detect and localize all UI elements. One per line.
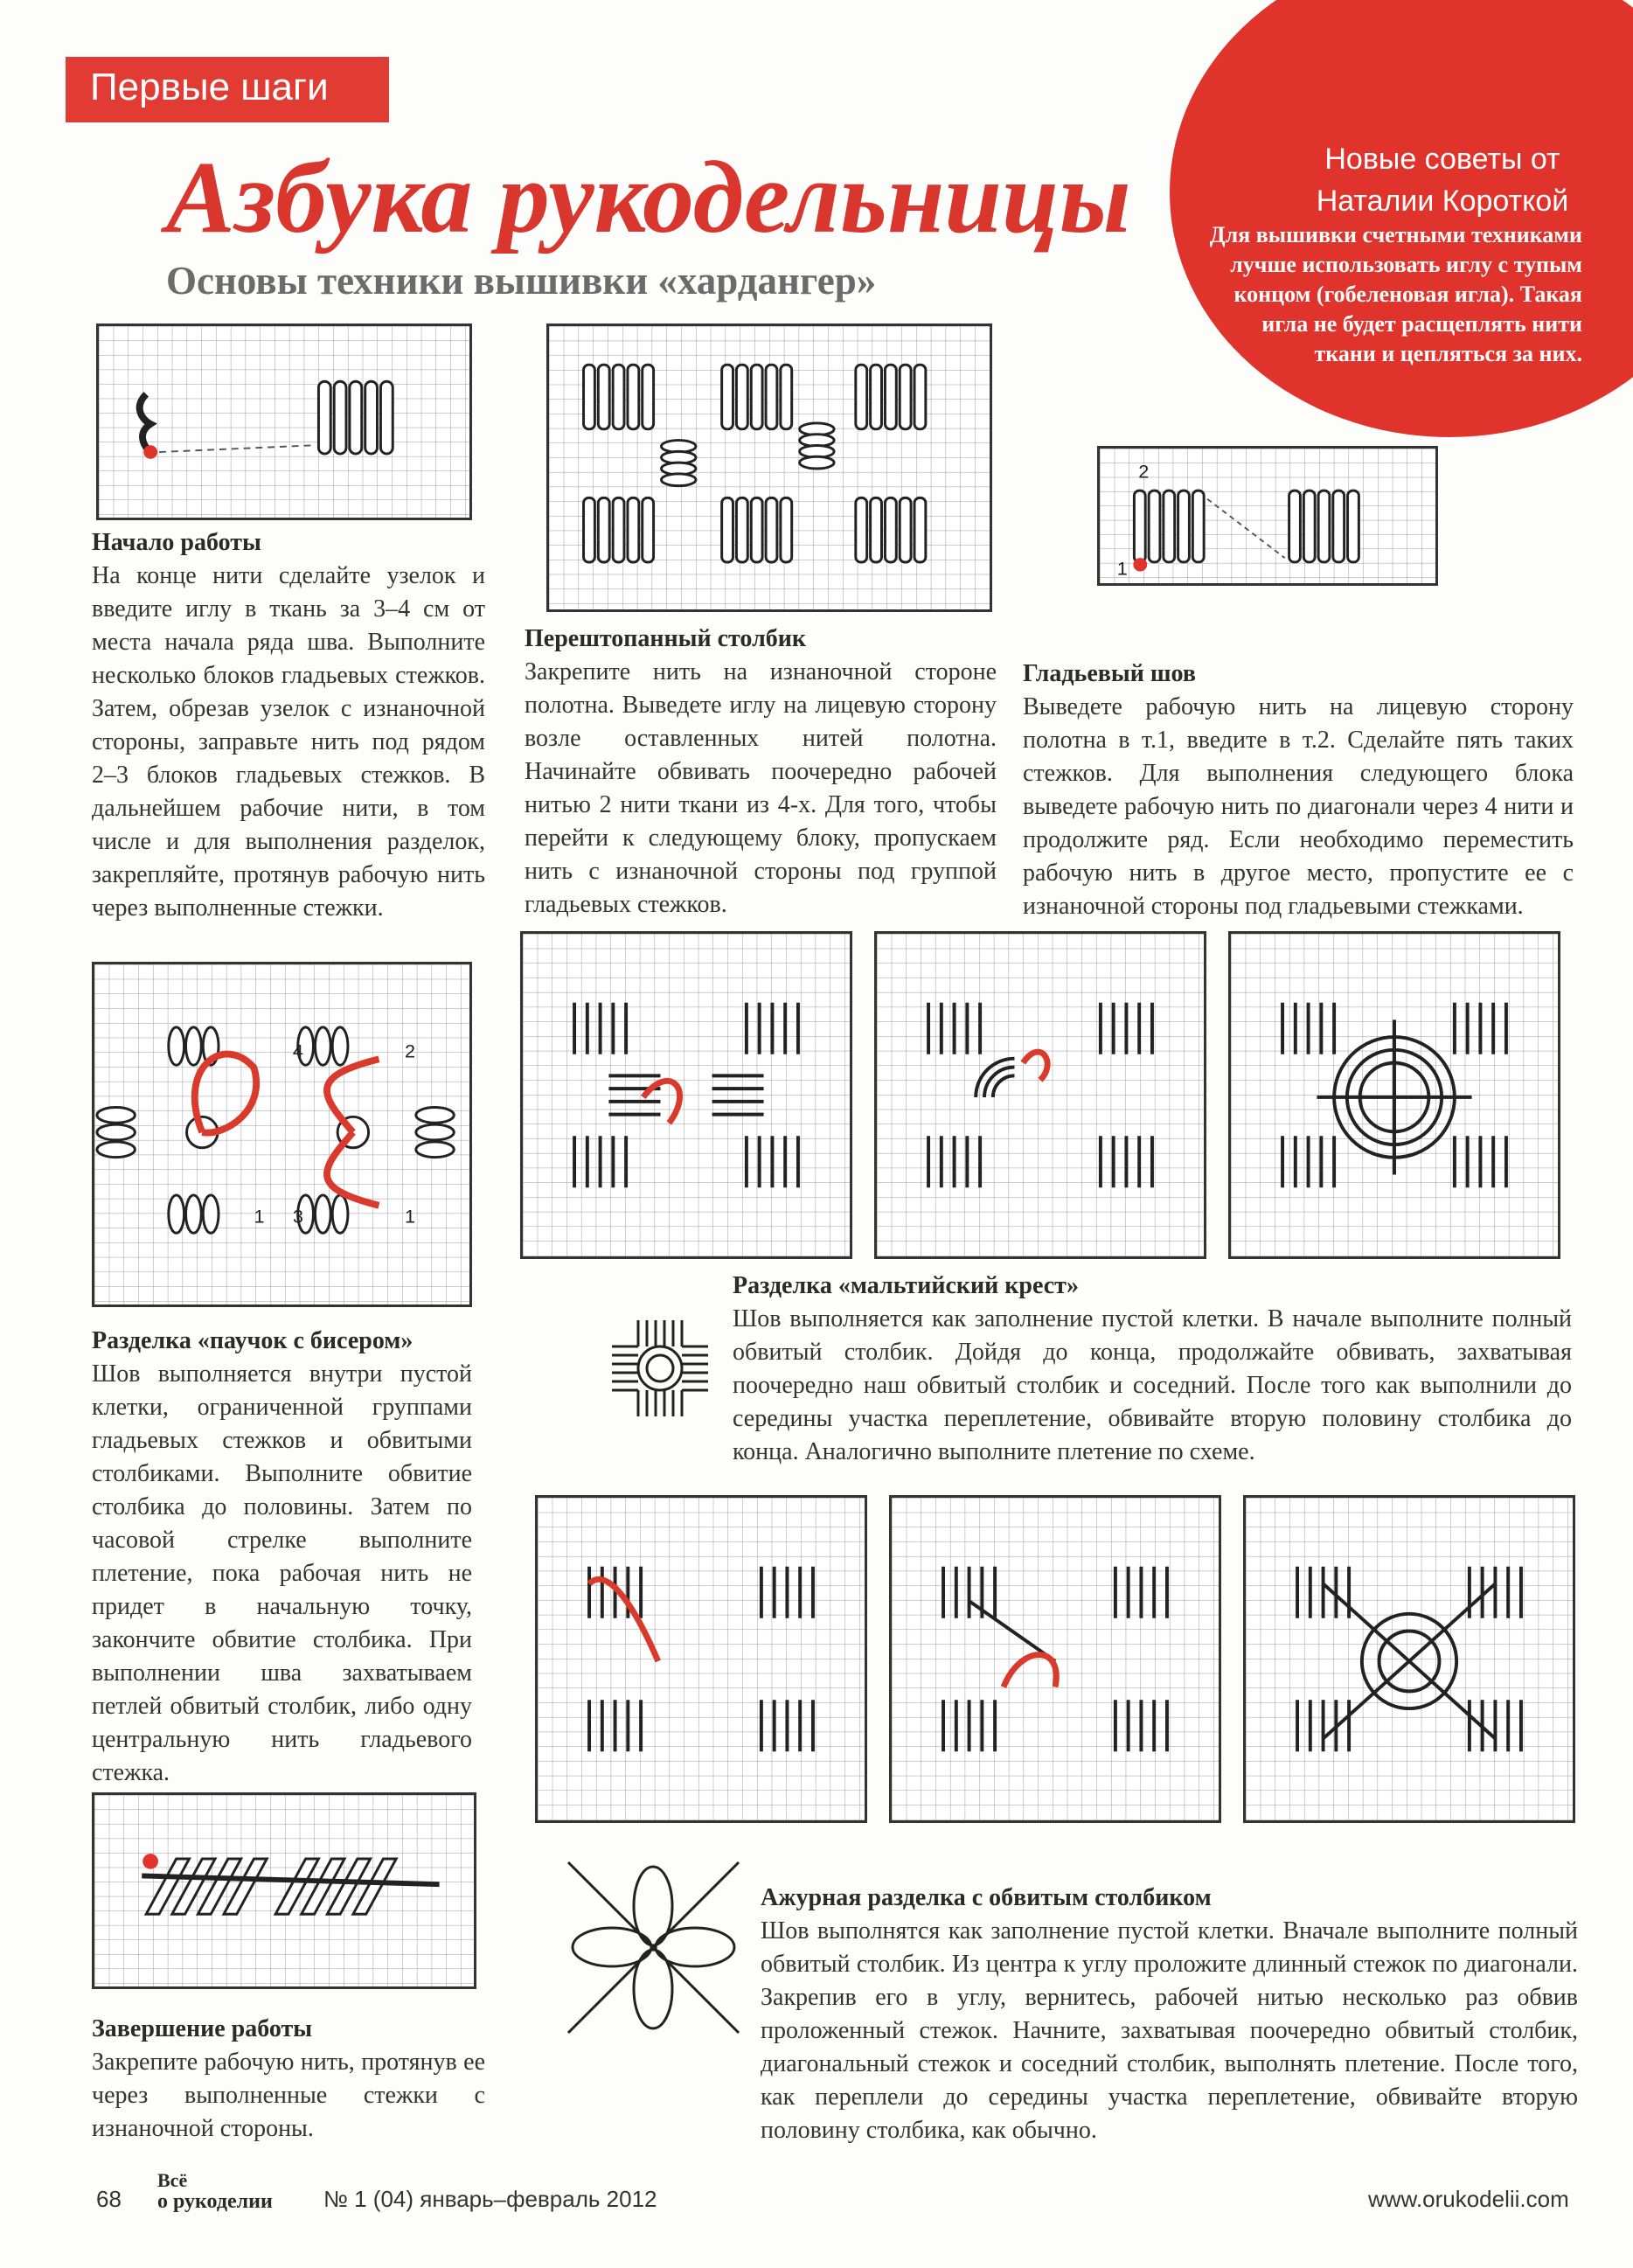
spider-label-1b: 1 xyxy=(405,1205,416,1228)
figure-start-work xyxy=(96,324,472,520)
heading-finish: Завершение работы xyxy=(92,2015,313,2042)
page-subtitle: Основы техники вышивки «хардангер» xyxy=(166,259,877,303)
logo-line2: о рукоделии xyxy=(157,2190,273,2213)
figure-lace-step1 xyxy=(535,1495,867,1823)
spider-label-2: 2 xyxy=(405,1040,416,1062)
figure-darned-bar xyxy=(546,324,992,612)
text-finish: Закрепите рабочую нить, протянув ее через выполненные стежки с изнаночной стороны. xyxy=(92,2049,485,2142)
figure-satin-stitch xyxy=(1097,446,1438,586)
spider-label-1a: 1 xyxy=(254,1205,265,1228)
maltese-mini-diagram xyxy=(603,1311,717,1425)
satin-label-2: 2 xyxy=(1138,461,1150,483)
section-tab xyxy=(66,57,389,122)
figure-lace-step2 xyxy=(889,1495,1221,1823)
magazine-logo xyxy=(157,2170,273,2212)
tip-body: Для вышивки счетными техниками лучше использовать иглу с тупым концом (гобеленовая игла). Такая игла не будет расщеплять нити ткани и цепляться за них. xyxy=(1209,222,1582,366)
figure-finish xyxy=(92,1792,476,1989)
heading-spider: Разделка «паучок с бисером» xyxy=(92,1327,413,1354)
text-maltese: Шов выполняется как заполнение пустой клетки. В начале выполните полный обвитый столбик. Дойдя до конца, продолжайте обвивать, захватывая поочередно наш обвитый столбик и соседний. После того как выполнили до середины участка переплетение, обвивайте вторую половину столбика до конца. Аналогично выполните плетение по схеме. xyxy=(733,1305,1572,1465)
heading-lace: Ажурная разделка с обвитым столбиком xyxy=(761,1884,1212,1911)
figure-spider xyxy=(92,962,472,1307)
heading-start: Начало работы xyxy=(92,529,261,556)
heading-darned-bar: Перештопанный столбик xyxy=(525,625,807,652)
figure-maltese-step2 xyxy=(874,931,1206,1259)
logo-line1: Всё xyxy=(157,2169,188,2191)
text-spider: Шов выполняется внутри пустой клетки, ограниченной группами гладьевых стежков и обвитыми столбиками. Выполните обвитие столбика до половины. Затем по часовой стрелке выполните плетение, пока рабочая нить не придет в начальную точку, закончите обвитие столбика. При выполнении шва захватываем петлей обвитый столбик, либо одну центральную нить гладьевого стежка. xyxy=(92,1360,472,1786)
page-number: 68 xyxy=(96,2186,122,2212)
page-title: Азбука рукодельницы xyxy=(166,140,1131,254)
tip-title xyxy=(1259,138,1626,222)
figure-maltese-step1 xyxy=(520,931,852,1259)
figure-lace-step3 xyxy=(1243,1495,1575,1823)
spider-label-4: 4 xyxy=(292,1040,303,1062)
satin-label-1: 1 xyxy=(1116,558,1128,580)
heading-maltese: Разделка «мальтийский крест» xyxy=(733,1272,1079,1299)
website-link[interactable]: www.orukodelii.com xyxy=(1368,2186,1569,2212)
tip-title-line1: Новые советы от xyxy=(1324,143,1560,176)
issue-info: № 1 (04) январь–февраль 2012 xyxy=(323,2186,657,2212)
spider-label-3: 3 xyxy=(292,1205,303,1228)
text-start: На конце нити сделайте узелок и введите иглу в ткань за 3–4 см от места начала ряда шва. Выполните несколько блоков гладьевых стежков. Затем, обрезав узелок с изнаночной стороны, заправьте нить под рядом 2–3 блоков гладьевых стежков. В дальнейшем рабочие нити, в том числе и для выполнения разделок, закрепляйте, протянув рабочую нить через выполненные стежки. xyxy=(92,562,485,922)
lace-mini-diagram xyxy=(559,1854,747,2042)
text-darned-bar: Закрепите нить на изнаночной стороне полотна. Выведете иглу на лицевую сторону возле оставленных нитей полотна. Начинайте обвивать поочередно рабочей нитью 2 нити ткани из 4-х. Для того, чтобы перейти к следующему блоку, пропускаем нить с изнаночной стороны под группой гладьевых стежков. xyxy=(525,658,997,918)
heading-satin: Гладьевый шов xyxy=(1023,660,1196,687)
tip-title-line2: Наталии Короткой xyxy=(1316,184,1569,218)
text-lace: Шов выполнятся как заполнение пустой клетки. Вначале выполните полный обвитый столбик. Из центра к углу проложите длинный стежок по диагонали. Закрепив его в углу, вернитесь, рабочей нитью несколько раз обвив проложенный стежок. Начните, захватывая поочередно обвитый столбик, диагональный стежок и соседний столбик, выполнять плетение. После того, как переплели до середины участка переплетение, обвивайте вторую половину столбика, как обычно. xyxy=(761,1917,1578,2144)
figure-maltese-step3 xyxy=(1228,931,1560,1259)
text-satin: Выведете рабочую нить на лицевую сторону полотна в т.1, введите в т.2. Сделайте пять таких стежков. Для выполнения следующего блока выведете рабочую нить по диагонали через 4 нити и продолжите ряд. Если необходимо переместить рабочую нить в другое место, пропустите ее с изнаночной стороны под гладьевыми стежками. xyxy=(1023,693,1574,920)
section-label: Первые шаги xyxy=(90,66,329,108)
